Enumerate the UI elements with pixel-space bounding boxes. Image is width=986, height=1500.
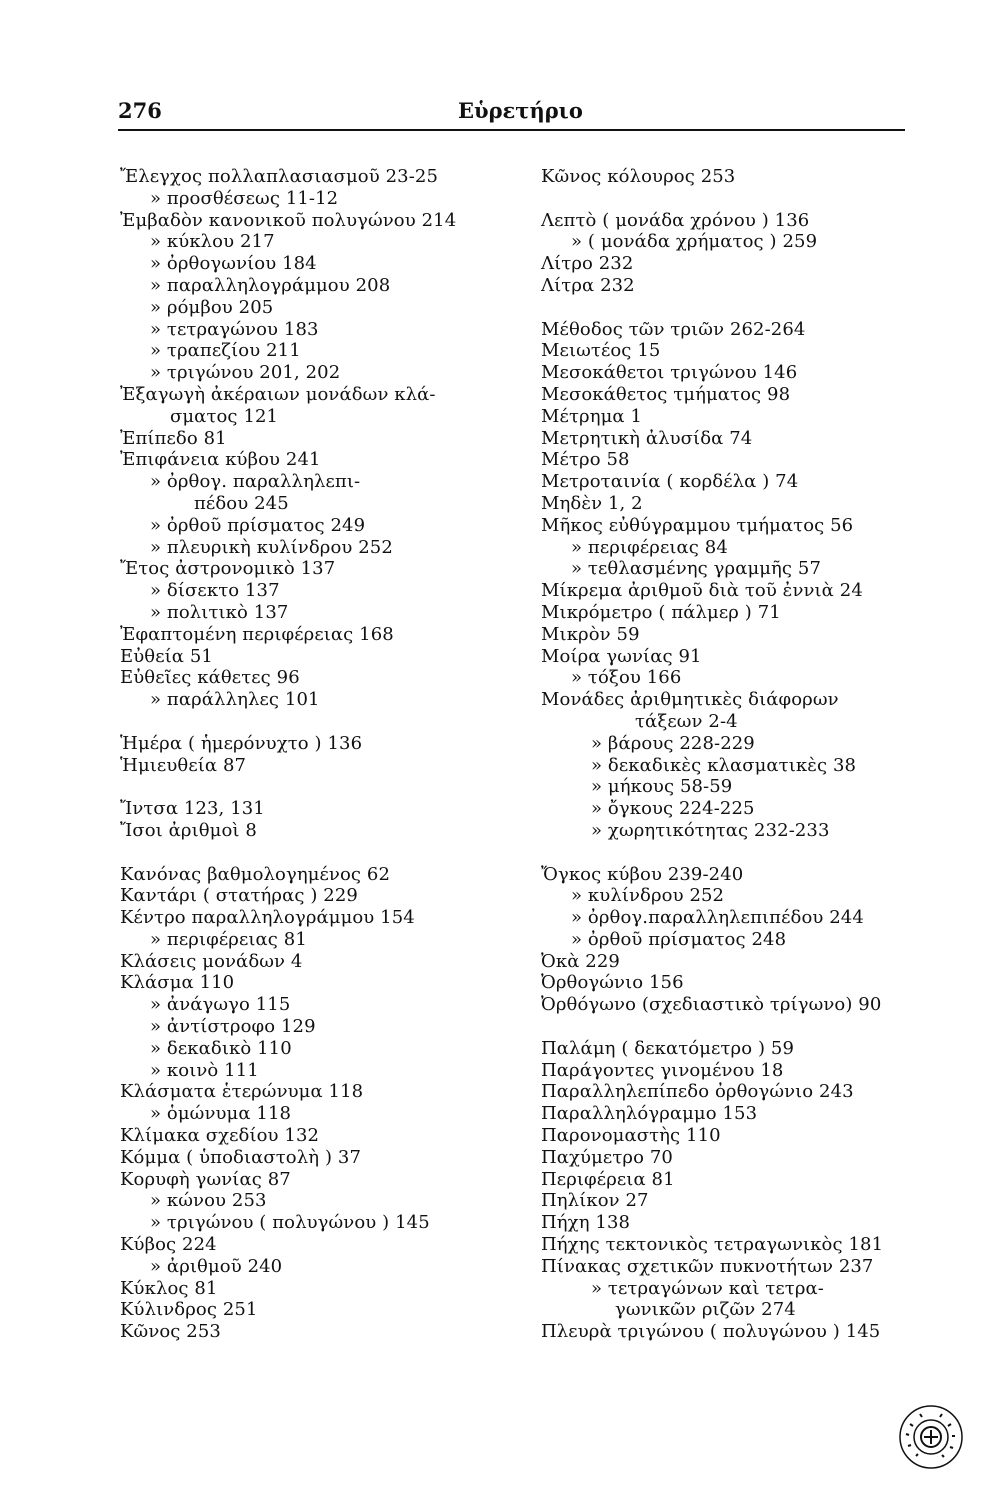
index-entry: Κύκλος 81 bbox=[120, 1277, 218, 1299]
index-entry: Καντάρι ( στατήρας ) 229 bbox=[120, 885, 358, 907]
index-entry: Εὐθεῖες κάθετες 96 bbox=[120, 667, 300, 689]
index-entry: Μεσοκάθετος τμήματος 98 bbox=[541, 383, 791, 405]
index-subentry: » ( μονάδα χρήματος ) 259 bbox=[571, 231, 818, 253]
index-entry: Μειωτέος 15 bbox=[541, 340, 661, 362]
index-entry: Ἐμβαδὸν κανονικοῦ πολυγώνου 214 bbox=[120, 209, 457, 231]
index-subentry: » ὀρθοῦ πρίσματος 248 bbox=[571, 928, 787, 950]
index-continuation: τάξεων 2-4 bbox=[635, 710, 738, 732]
index-spacer bbox=[120, 711, 520, 733]
index-continuation: πέδου 245 bbox=[194, 492, 289, 514]
index-subentry: » παραλληλογράμμου 208 bbox=[150, 274, 391, 296]
index-spacer bbox=[541, 1016, 911, 1038]
index-column-left bbox=[120, 166, 520, 1343]
index-subentry: » ὀρθοῦ πρίσματος 249 bbox=[150, 514, 366, 536]
index-subentry: » ὁμώνυμα 118 bbox=[150, 1103, 292, 1125]
index-entry: Ὀκὰ 229 bbox=[541, 950, 620, 972]
index-subentry: » τριγώνου ( πολυγώνου ) 145 bbox=[150, 1212, 430, 1234]
index-entry: Κύβος 224 bbox=[120, 1234, 217, 1256]
index-subentry: » τεθλασμένης γραμμῆς 57 bbox=[571, 558, 822, 580]
index-entry: Κλάσμα 110 bbox=[120, 972, 235, 994]
index-entry: Ὀρθόγωνο (σχεδιαστικὸ τρίγωνο) 90 bbox=[541, 994, 882, 1016]
index-entry: Ὄγκος κύβου 239-240 bbox=[541, 863, 744, 885]
index-subentry: » περιφέρειας 84 bbox=[571, 536, 728, 558]
index-entry: Μετροταινία ( κορδέλα ) 74 bbox=[541, 471, 799, 493]
index-spacer bbox=[120, 842, 520, 864]
index-entry: Κῶνος κόλουρος 253 bbox=[541, 166, 736, 187]
index-entry: Κύλινδρος 251 bbox=[120, 1299, 258, 1321]
running-title: Εὑρετήριο bbox=[458, 98, 583, 123]
index-subentry: » κύκλου 217 bbox=[150, 231, 275, 253]
index-entry: Λίτρο 232 bbox=[541, 253, 634, 275]
index-entry: Μετρητικὴ ἀλυσίδα 74 bbox=[541, 427, 753, 449]
page-header bbox=[118, 98, 905, 128]
index-subentry: » τραπεζίου 211 bbox=[150, 340, 301, 362]
index-subentry: » ἀριθμοῦ 240 bbox=[150, 1255, 283, 1277]
index-entry: Μηδὲν 1, 2 bbox=[541, 492, 643, 514]
index-subentry: » προσθέσεως 11-12 bbox=[150, 187, 339, 209]
index-subentry: » περιφέρειας 81 bbox=[150, 928, 307, 950]
index-entry: Ἐξαγωγὴ ἀκέραιων μονάδων κλά- bbox=[120, 383, 436, 405]
index-subentry: » τόξου 166 bbox=[571, 667, 682, 689]
index-entry: Κῶνος 253 bbox=[120, 1321, 221, 1343]
index-subentry: » ὀρθογ.παραλληλεπιπέδου 244 bbox=[571, 907, 864, 929]
index-entry: Πηλίκον 27 bbox=[541, 1190, 649, 1212]
index-entry: Ἴσοι ἀριθμοὶ 8 bbox=[120, 819, 257, 841]
index-entry: Παλάμη ( δεκατόμετρο ) 59 bbox=[541, 1037, 794, 1059]
index-entry: Ἐφαπτομένη περιφέρειας 168 bbox=[120, 623, 394, 645]
index-subentry: » ὀρθογωνίου 184 bbox=[150, 253, 317, 275]
index-subentry: » δεκαδικὸ 110 bbox=[150, 1037, 292, 1059]
index-entry: Μέθοδος τῶν τριῶν 262-264 bbox=[541, 318, 806, 340]
index-entry: Μοίρα γωνίας 91 bbox=[541, 645, 702, 667]
index-entry: Εὐθεία 51 bbox=[120, 645, 213, 667]
index-subentry: » δεκαδικὲς κλασματικὲς 38 bbox=[591, 754, 857, 776]
index-entry: Μεσοκάθετοι τριγώνου 146 bbox=[541, 362, 798, 384]
index-entry: Κανόνας βαθμολογημένος 62 bbox=[120, 863, 391, 885]
index-subentry: » τριγώνου 201, 202 bbox=[150, 362, 341, 384]
index-entry: Ἐπιφάνεια κύβου 241 bbox=[120, 449, 321, 471]
index-subentry: » μήκους 58-59 bbox=[591, 776, 733, 798]
index-subentry: » τετραγώνου 183 bbox=[150, 318, 319, 340]
index-entry: Κλίμακα σχεδίου 132 bbox=[120, 1125, 320, 1147]
header-rule bbox=[118, 129, 905, 131]
index-entry: Παρονομαστὴς 110 bbox=[541, 1125, 721, 1147]
index-entry: Πίνακας σχετικῶν πυκνοτήτων 237 bbox=[541, 1255, 874, 1277]
index-entry: Παραλληλεπίπεδο ὀρθογώνιο 243 bbox=[541, 1081, 854, 1103]
index-entry: Κόμμα ( ὑποδιαστολὴ ) 37 bbox=[120, 1146, 362, 1168]
index-entry: Ἔλεγχος πολλαπλασιασμοῦ 23-25 bbox=[120, 166, 438, 187]
index-entry: Παχύμετρο 70 bbox=[541, 1146, 673, 1168]
index-subentry: » πλευρικὴ κυλίνδρου 252 bbox=[150, 536, 393, 558]
index-subentry: » πολιτικὸ 137 bbox=[150, 601, 289, 623]
index-entry: Ἡμέρα ( ἡμερόνυχτο ) 136 bbox=[120, 732, 363, 754]
index-subentry: » κυλίνδρου 252 bbox=[571, 885, 725, 907]
index-entry: Πήχης τεκτονικὸς τετραγωνικὸς 181 bbox=[541, 1234, 884, 1256]
index-entry: Παράγοντες γινομένου 18 bbox=[541, 1059, 784, 1081]
index-entry: Κέντρο παραλληλογράμμου 154 bbox=[120, 907, 415, 929]
index-subentry: » παράλληλες 101 bbox=[150, 689, 320, 711]
index-entry: Κορυφὴ γωνίας 87 bbox=[120, 1168, 291, 1190]
index-entry: Περιφέρεια 81 bbox=[541, 1168, 675, 1190]
index-subentry: » κοινὸ 111 bbox=[150, 1059, 259, 1081]
index-column-right bbox=[541, 166, 911, 1343]
index-entry: Μονάδες ἀριθμητικὲς διάφορων bbox=[541, 689, 839, 711]
index-subentry: » ὀρθογ. παραλληλεπι- bbox=[150, 471, 361, 493]
index-spacer bbox=[541, 842, 911, 864]
index-entry: Κλάσματα ἑτερώνυμα 118 bbox=[120, 1081, 364, 1103]
index-spacer bbox=[541, 297, 911, 319]
index-continuation: γωνικῶν ριζῶν 274 bbox=[615, 1299, 796, 1321]
index-entry: Μίκρεμα ἀριθμοῦ διὰ τοῦ ἐννιὰ 24 bbox=[541, 580, 863, 602]
index-entry: Λίτρα 232 bbox=[541, 274, 635, 296]
page-number: 276 bbox=[118, 98, 162, 123]
index-entry: Ὀρθογώνιο 156 bbox=[541, 972, 684, 994]
index-spacer bbox=[120, 776, 520, 798]
index-entry: Μέτρο 58 bbox=[541, 449, 630, 471]
index-entry: Ἐπίπεδο 81 bbox=[120, 427, 227, 449]
index-entry: Μικρόμετρο ( πάλμερ ) 71 bbox=[541, 601, 781, 623]
index-entry: Λεπτὸ ( μονάδα χρόνου ) 136 bbox=[541, 209, 810, 231]
index-entry: Πλευρὰ τριγώνου ( πολυγώνου ) 145 bbox=[541, 1321, 881, 1343]
index-entry: Μικρὸν 59 bbox=[541, 623, 640, 645]
index-entry: Πήχη 138 bbox=[541, 1212, 631, 1234]
index-subentry: » χωρητικότητας 232-233 bbox=[591, 819, 830, 841]
index-entry: Παραλληλόγραμμο 153 bbox=[541, 1103, 758, 1125]
index-subentry: » δίσεκτο 137 bbox=[150, 580, 280, 602]
index-subentry: » ὄγκους 224-225 bbox=[591, 798, 755, 820]
index-entry: Ἔτος ἀστρονομικὸ 137 bbox=[120, 558, 336, 580]
index-entry: Ἡμιευθεία 87 bbox=[120, 754, 247, 776]
index-subentry: » κώνου 253 bbox=[150, 1190, 267, 1212]
index-subentry: » βάρους 228-229 bbox=[591, 732, 755, 754]
index-continuation: σματος 121 bbox=[170, 405, 279, 427]
foundation-seal-icon bbox=[898, 1404, 964, 1470]
index-spacer bbox=[541, 188, 911, 210]
index-subentry: » ἀνάγωγο 115 bbox=[150, 994, 291, 1016]
index-entry: Μέτρημα 1 bbox=[541, 405, 643, 427]
index-entry: Κλάσεις μονάδων 4 bbox=[120, 950, 303, 972]
index-subentry: » ἀντίστροφο 129 bbox=[150, 1016, 316, 1038]
index-subentry: » ρόμβου 205 bbox=[150, 296, 274, 318]
index-entry: Ἴντσα 123, 131 bbox=[120, 798, 265, 820]
index-entry: Μῆκος εὐθύγραμμου τμήματος 56 bbox=[541, 514, 854, 536]
index-subentry: » τετραγώνων καὶ τετρα- bbox=[591, 1277, 824, 1299]
